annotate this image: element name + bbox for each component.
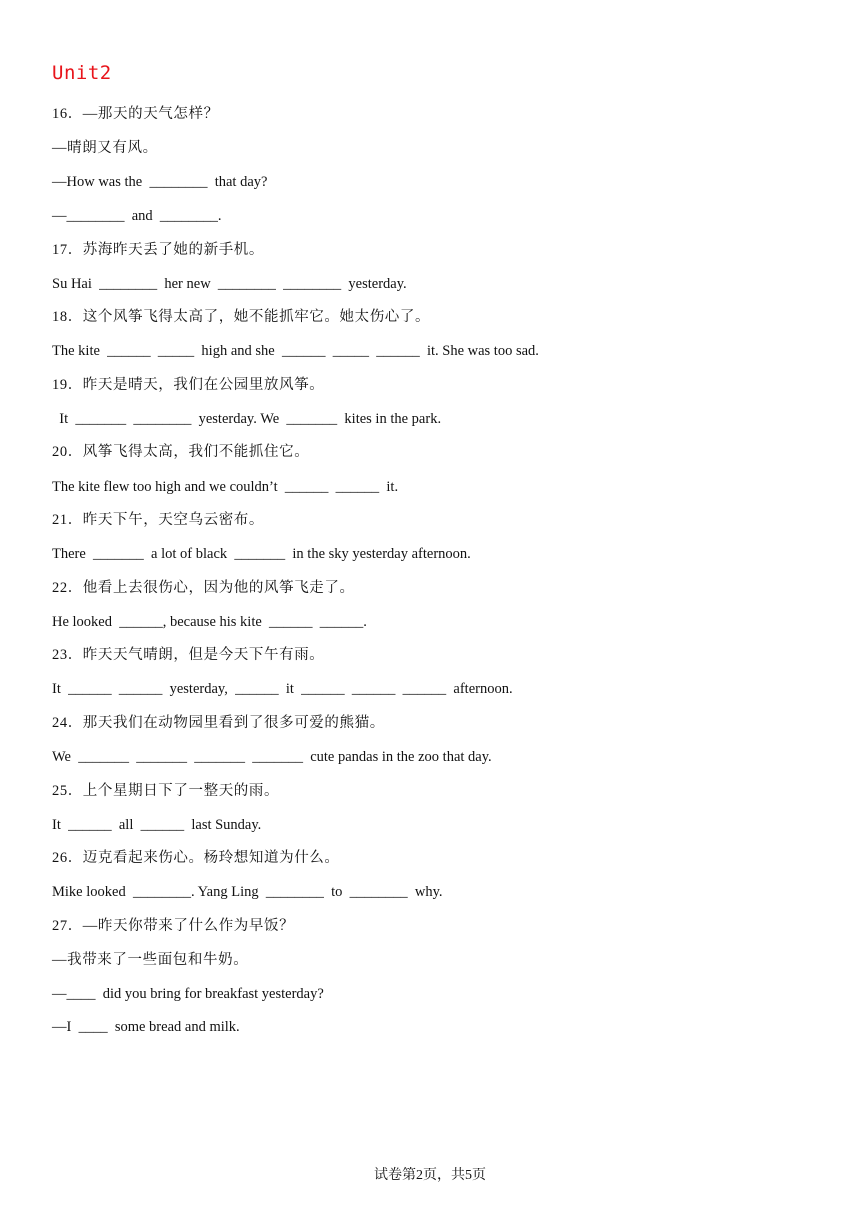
question-22-prompt: 22．他看上去很伤心，因为他的风筝飞走了。 bbox=[52, 580, 355, 596]
question-17-prompt: 17．苏海昨天丢了她的新手机。 bbox=[52, 242, 264, 258]
question-19-prompt: 19．昨天是晴天，我们在公园里放风筝。 bbox=[52, 377, 325, 393]
question-26-fill-line: Mike looked ________. Yang Ling ________ to ________ why. bbox=[52, 884, 443, 900]
question-22-fill-line: He looked ______, because his kite ______ ______. bbox=[52, 614, 367, 630]
question-27-prompt: 27．—昨天你带来了什么作为早饭？ bbox=[52, 918, 295, 934]
question-20-prompt: 20．风筝飞得太高，我们不能抓住它。 bbox=[52, 444, 310, 460]
page-footer: 试卷第2页，共5页 bbox=[374, 1168, 486, 1183]
question-17-fill-line: Su Hai ________ her new ________ ________ yesterday. bbox=[52, 276, 407, 292]
question-19-fill-line: It _______ ________ yesterday. We _______ kites in the park. bbox=[52, 411, 442, 427]
question-25-prompt: 25．上个星期日下了一整天的雨。 bbox=[52, 783, 280, 799]
question-25-fill-line: It ______ all ______ last Sunday. bbox=[52, 817, 262, 833]
question-27-answer-cn: —我带来了一些面包和牛奶。 bbox=[52, 952, 249, 968]
question-16-prompt: 16．—那天的天气怎样？ bbox=[52, 106, 219, 122]
question-23-prompt: 23．昨天天气晴朗，但是今天下午有雨。 bbox=[52, 647, 325, 663]
question-23-fill-line: It ______ ______ yesterday, ______ it ______ ______ ______ afternoon. bbox=[52, 681, 513, 697]
question-27-fill-line: —____ did you bring for breakfast yesterday? bbox=[52, 986, 324, 1002]
question-26-prompt: 26．迈克看起来伤心。杨玲想知道为什么。 bbox=[52, 850, 340, 866]
question-21-prompt: 21．昨天下午，天空乌云密布。 bbox=[52, 512, 264, 528]
question-18-fill-line: The kite ______ _____ high and she ______ _____ ______ it. She was too sad. bbox=[52, 343, 539, 359]
question-27-fill-line: —I ____ some bread and milk. bbox=[52, 1019, 240, 1035]
unit-heading: Unit2 bbox=[52, 62, 112, 84]
question-24-prompt: 24．那天我们在动物园里看到了很多可爱的熊猫。 bbox=[52, 715, 385, 731]
question-21-fill-line: There _______ a lot of black _______ in the sky yesterday afternoon. bbox=[52, 546, 471, 562]
question-18-prompt: 18．这个风筝飞得太高了，她不能抓牢它。她太伤心了。 bbox=[52, 309, 431, 325]
question-24-fill-line: We _______ _______ _______ _______ cute pandas in the zoo that day. bbox=[52, 749, 492, 765]
question-16-fill-line: —How was the ________ that day? bbox=[52, 174, 268, 190]
question-16-fill-line: —________ and ________. bbox=[52, 208, 222, 224]
question-16-answer-cn: —晴朗又有风。 bbox=[52, 140, 158, 156]
question-20-fill-line: The kite flew too high and we couldn’t ______ ______ it. bbox=[52, 479, 399, 495]
